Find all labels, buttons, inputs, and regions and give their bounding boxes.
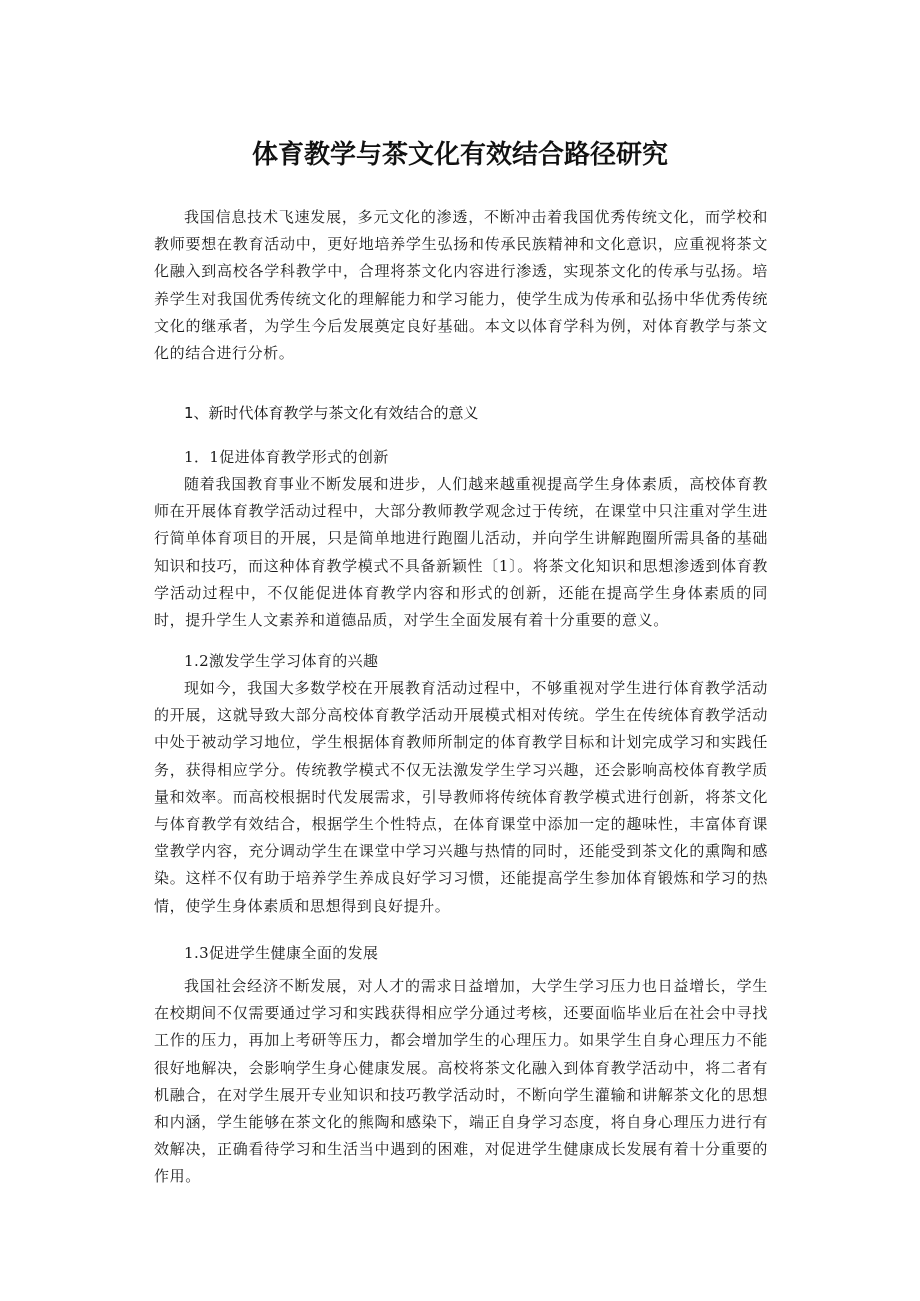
subsection-1-1-heading: 1．1促进体育教学形式的创新 (184, 448, 389, 466)
page-title: 体育教学与茶文化有效结合路径研究 (251, 140, 668, 171)
subsection-1-3-block (154, 940, 768, 1191)
subsection-1-2-heading: 1.2激发学生学习体育的兴趣 (184, 652, 379, 670)
subsection-1-3-paragraph: 我国社会经济不断发展，对人才的需求日益增加，大学生学习压力也日益增长，学生在校期间不仅需要通过学习和实践获得相应学分通过考核，还要面临毕业后在社会中寻找工作的压力，再加上考研等压力，都会增加学生的心理压力。如果学生自身心理压力不能很好地解决，会影响学生身心健康发展。高校将茶文化融入到体育教学活动中，将二者有机融合，在对学生展开专业知识和技巧教学活动时，不断向学生灌输和讲解茶文化的思想和内涵，学生能够在茶文化的熊陶和感染下，端正自身学习态度，将自身心理压力进行有效解决，正确看待学习和生活当中遇到的困难，对促进学生健康成长发展有着十分重要的作用。 (154, 977, 768, 1186)
intro-block (154, 204, 768, 367)
subsection-1-2-block (154, 648, 768, 920)
section-1-block (154, 400, 768, 427)
subsection-1-3-heading: 1.3促进学生健康全面的发展 (184, 944, 379, 962)
subsection-1-1-block (154, 444, 768, 634)
section-1-heading: 1、新时代体育教学与茶文化有效结合的意义 (184, 404, 479, 422)
subsection-1-1-paragraph: 随着我国教育事业不断发展和进步，人们越来越重视提高学生身体素质，高校体育教师在开展体育教学活动过程中，大部分教师教学观念过于传统，在课堂中只注重对学生进行简单体育项目的开展，只是简单地进行跑圈儿活动，并向学生讲解跑圈所需具备的基础知识和技巧，而这种体育教学模式不具备新颖性〔1〕。将茶文化知识和思想渗透到体育教学活动过程中，不仅能促进体育教学内容和形式的创新，还能在提高学生身体素质的同时，提升学生人文素养和道德品质，对学生全面发展有着十分重要的意义。 (154, 475, 768, 630)
intro-paragraph: 我国信息技术飞速发展，多元文化的渗透，不断冲击着我国优秀传统文化，而学校和教师要想在教育活动中，更好地培养学生弘扬和传承民族精神和文化意识，应重视将茶文化融入到高校各学科教学中，合理将茶文化内容进行渗透，实现茶文化的传承与弘扬。培养学生对我国优秀传统文化的理解能力和学习能力，使学生成为传承和弘扬中华优秀传统文化的继承者，为学生今后发展奠定良好基础。本文以体育学科为例，对体育教学与茶文化的结合进行分析。 (154, 208, 768, 363)
subsection-1-2-paragraph: 现如今，我国大多数学校在开展教育活动过程中，不够重视对学生进行体育教学活动的开展，这就导致大部分高校体育教学活动开展模式相对传统。学生在传统体育教学活动中处于被动学习地位，学生根据体育教师所制定的体育教学目标和计划完成学习和实践任务，获得相应学分。传统教学模式不仅无法激发学生学习兴趣，还会影响高校体育教学质量和效率。而高校根据时代发展需求，引导教师将传统体育教学模式进行创新，将茶文化与体育教学有效结合，根据学生个性特点，在体育课堂中添加一定的趣味性，丰富体育课堂教学内容，充分调动学生在课堂中学习兴趣与热情的同时，还能受到茶文化的熏陶和感染。这样不仅有助于培养学生养成良好学习习惯，还能提高学生参加体育锻炼和学习的热情，使学生身体素质和思想得到良好提升。 (154, 679, 768, 915)
